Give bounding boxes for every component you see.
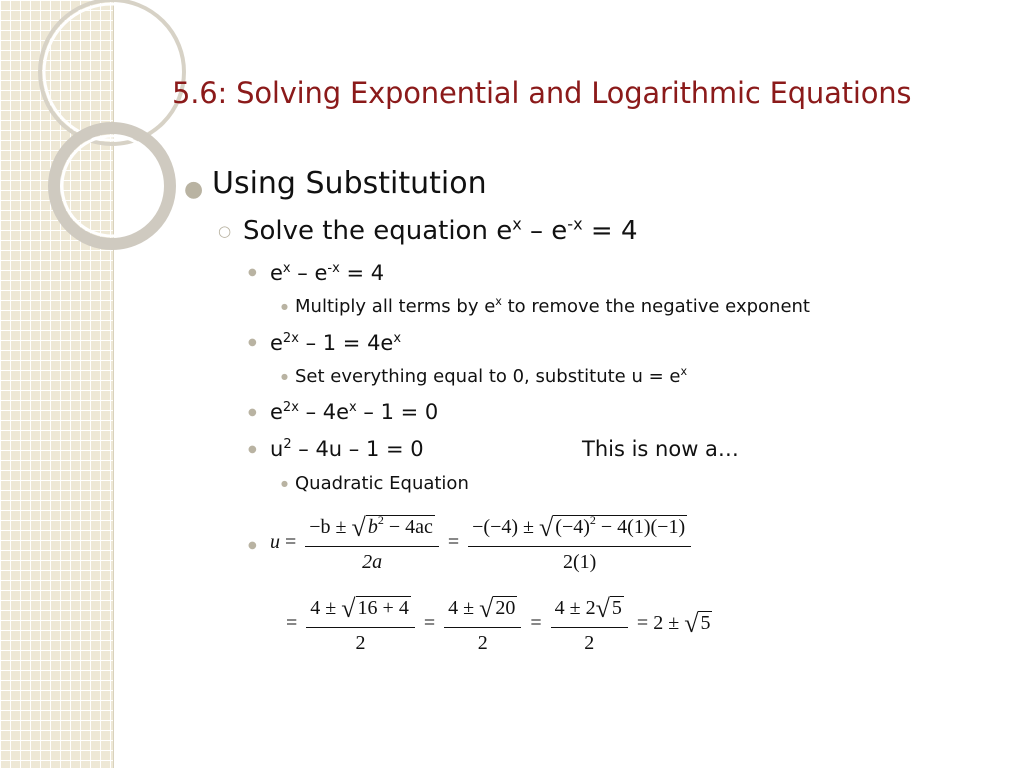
step-4: $u^2 - 4u - 1 = 0$ bbox=[270, 437, 424, 461]
step-2: $e^{2x} - 1 = 4e^x$ bbox=[270, 331, 402, 355]
step-1-note: Multiply all terms by $e^x$ to remove the negative exponent bbox=[295, 295, 810, 317]
heading-using-substitution: Using Substitution bbox=[212, 166, 487, 201]
step-2-note: Set everything equal to 0, substitute $u = e^x$ bbox=[295, 365, 688, 387]
bullet-circle: ○ bbox=[218, 222, 232, 240]
fraction-step-2: $\frac{4 \pm √ 20}{2}$ bbox=[444, 594, 521, 655]
bullet-small-dot: ● bbox=[248, 337, 257, 348]
step-3: $e^{2x} - 4e^x - 1 = 0$ bbox=[270, 400, 439, 424]
bullet-dot: ● bbox=[184, 177, 204, 202]
bullet-tiny-dot: ● bbox=[281, 302, 288, 311]
step-1: $e^x - e^{-x} = 4$ bbox=[270, 261, 385, 285]
bullet-small-dot: ● bbox=[248, 540, 257, 551]
decorative-side-panel bbox=[0, 0, 114, 768]
step-4-aside: This is now a… bbox=[582, 437, 739, 461]
fraction-step-3: $\frac{4 \pm 2√ 5}{2}$ bbox=[551, 594, 628, 655]
bullet-tiny-dot: ● bbox=[281, 372, 288, 381]
equation-statement: Solve the equation $e^x - e^{-x} = 4$ bbox=[243, 214, 638, 246]
bullet-small-dot: ● bbox=[248, 407, 257, 418]
decorative-circles-graphic bbox=[0, 0, 230, 260]
fraction-step-1: $\frac{4 \pm √ 16 + 4}{2}$ bbox=[306, 594, 415, 655]
fraction-substituted: $\frac{-(-4) \pm √ (-4)^2 - 4(1)(-1)}{2(1)}$ bbox=[468, 513, 691, 574]
bullet-small-dot: ● bbox=[248, 444, 257, 455]
final-result: = 2 ± √ 5 bbox=[636, 609, 711, 639]
simplification-line: = $\frac{4 \pm √ 16 + 4}{2}$ = $\frac{4 \pm √ 20}{2}$ = $\frac{4 \pm 2√ 5}{2}$ = 2 ± √ 5 bbox=[286, 594, 711, 654]
fraction-general: $\frac{-b \pm √ b^2 - 4ac}{2a}$ bbox=[305, 513, 439, 574]
step-4-note: Quadratic Equation bbox=[295, 473, 469, 494]
bullet-tiny-dot: ● bbox=[281, 479, 288, 488]
quadratic-formula-line: u = $\frac{-b \pm √ b^2 - 4ac}{2a}$ = $\frac{-(-4) \pm √ (-4)^2 - 4(1)(-1)}{2(1)}$ bbox=[270, 513, 695, 574]
bullet-small-dot: ● bbox=[248, 267, 257, 278]
slide-title: 5.6: Solving Exponential and Logarithmic Equations bbox=[172, 76, 912, 110]
